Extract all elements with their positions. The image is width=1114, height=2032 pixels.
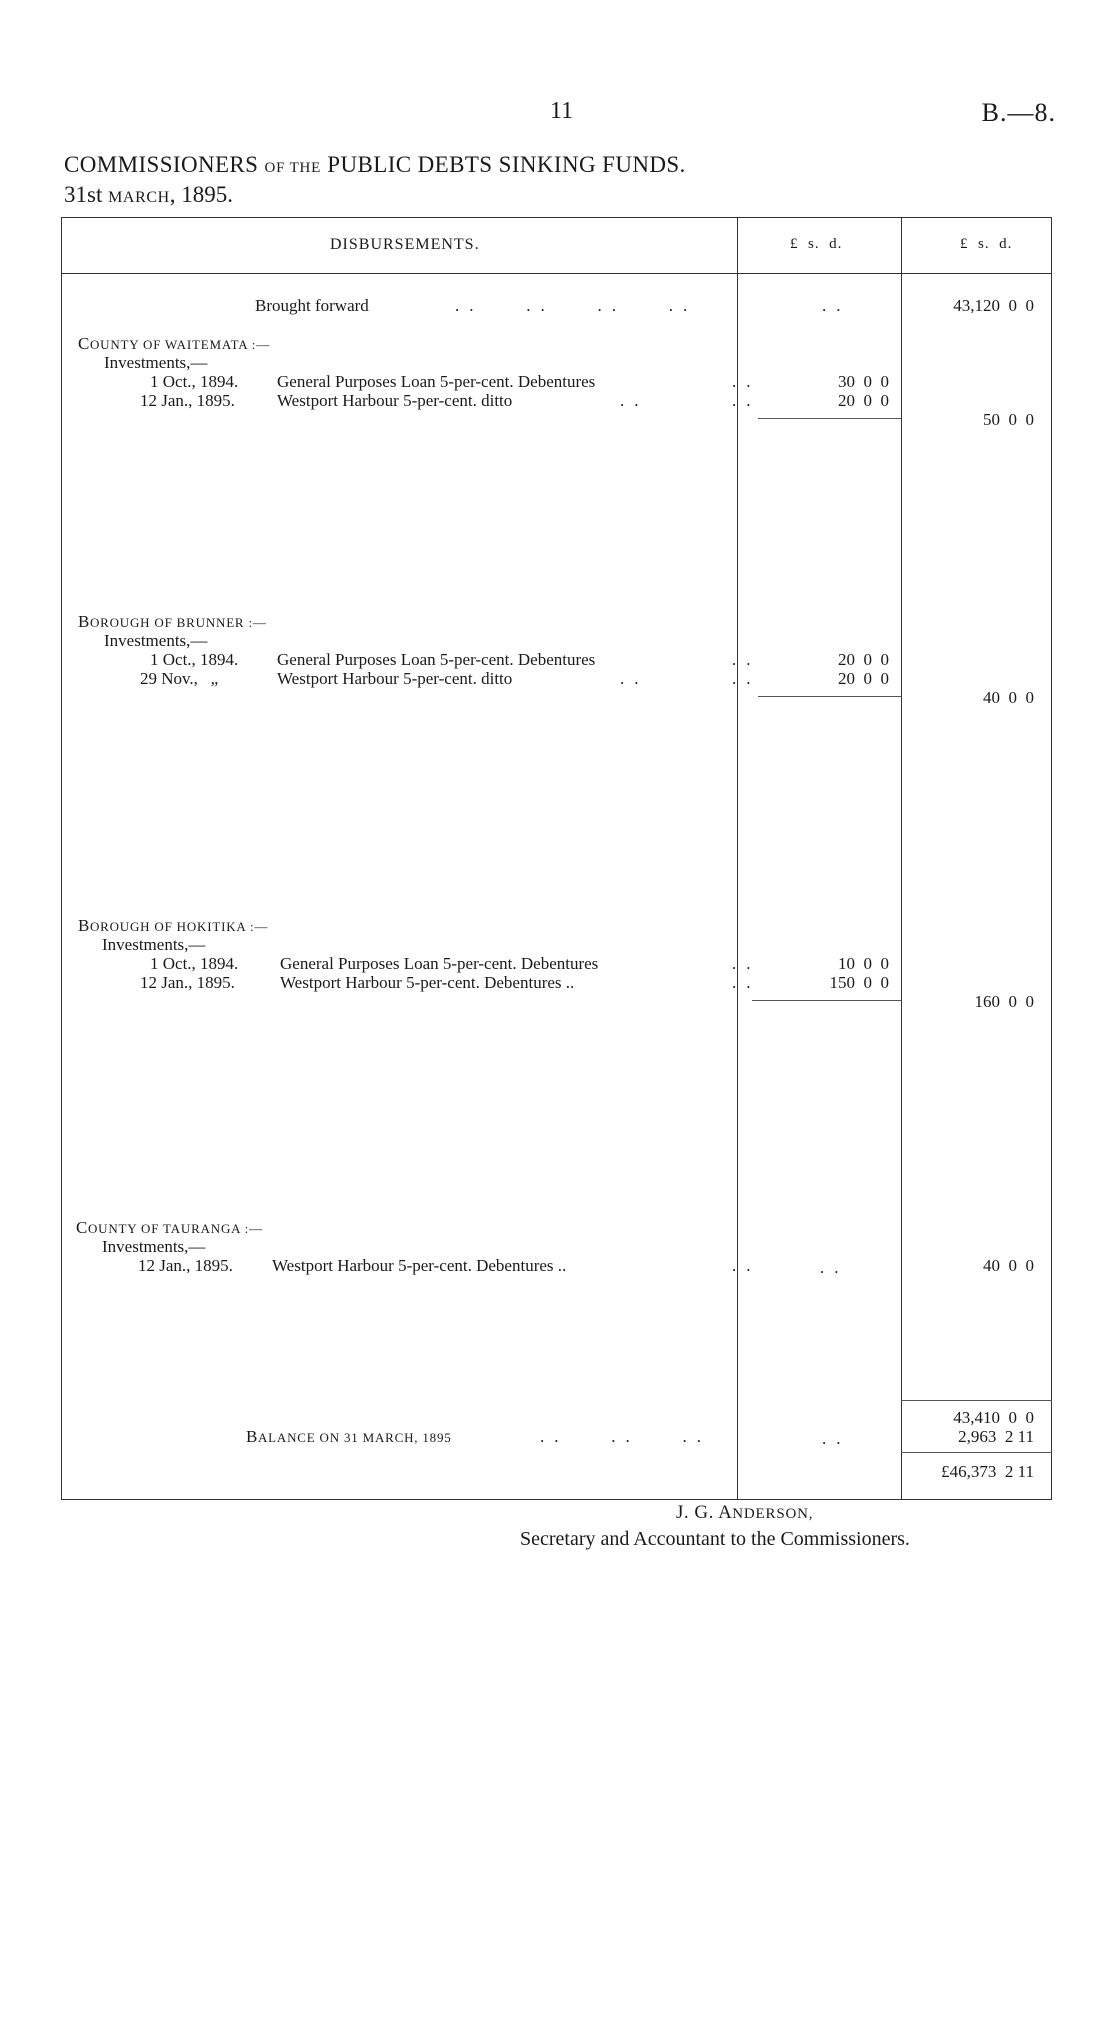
signatory-name: J. G. ANDERSON, [676, 1502, 814, 1523]
section-total: 40 0 0 [983, 688, 1034, 707]
subtotal-rule [758, 696, 901, 697]
entry-description: General Purposes Loan 5-per-cent. Debentures [277, 650, 596, 669]
brought-forward-col1: .. [822, 296, 851, 315]
entry-date: 12 Jan., 1895. [140, 391, 235, 410]
grand-total-rule [901, 1452, 1052, 1453]
entry-amount: 20 0 0 [838, 391, 889, 410]
currency-heading-2: £ s. d. [960, 236, 1013, 252]
section-heading: COUNTY OF WAITEMATA :— [78, 334, 271, 353]
subtotal-rule [752, 1000, 901, 1001]
title-part-2: OF THE [264, 160, 322, 176]
title-part-3: PUBLIC DEBTS SINKING FUNDS. [327, 152, 686, 177]
leader-dots: .. [620, 391, 649, 410]
balance-label: BALANCE ON 31 MARCH, 1895 [246, 1427, 452, 1446]
entry-description: Westport Harbour 5-per-cent. Debentures .. [272, 1256, 567, 1275]
entry-description: Westport Harbour 5-per-cent. Debentures .. [280, 973, 575, 992]
entry-description: Westport Harbour 5-per-cent. ditto [277, 391, 513, 410]
leader-dots: .. [620, 669, 649, 688]
document-date [64, 182, 233, 208]
page-number: 11 [550, 98, 574, 124]
balance-col1: .. [822, 1429, 851, 1448]
section-subheading: Investments,— [102, 1237, 206, 1256]
section-total: 50 0 0 [983, 410, 1034, 429]
entry-amount: 20 0 0 [838, 650, 889, 669]
leader-dots: .. [732, 669, 761, 688]
section-subheading: Investments,— [102, 935, 206, 954]
entry-amount: 20 0 0 [838, 669, 889, 688]
date-day: 31st [64, 182, 103, 207]
entry-amount: 150 0 0 [829, 973, 889, 992]
leader-dots: .. [732, 1256, 761, 1275]
entry-description: General Purposes Loan 5-per-cent. Debentures [277, 372, 596, 391]
grand-total: £46,373 2 11 [941, 1462, 1034, 1481]
leader-dots: .. [732, 954, 761, 973]
column-heading: DISBURSEMENTS. [330, 236, 480, 253]
entry-date: 1 Oct., 1894. [150, 372, 239, 391]
date-month: MARCH [108, 189, 170, 206]
entry-date: 12 Jan., 1895. [138, 1256, 233, 1275]
leader-dots: .. .. .. .. [455, 296, 698, 315]
currency-heading-1: £ s. d. [790, 236, 843, 252]
entry-description: General Purposes Loan 5-per-cent. Debentures [280, 954, 599, 973]
subtotal-rule [758, 418, 901, 419]
section-total: 40 0 0 [983, 1256, 1034, 1275]
entry-date: 29 Nov., „ [140, 669, 219, 688]
entry-date: 12 Jan., 1895. [140, 973, 235, 992]
leader-dots: .. .. .. [540, 1427, 711, 1446]
column-divider-2 [901, 217, 902, 1500]
date-year: , 1895. [169, 182, 234, 207]
entry-date: 1 Oct., 1894. [150, 650, 239, 669]
entry-date: 1 Oct., 1894. [150, 954, 239, 973]
leader-dots: .. [732, 973, 761, 992]
entry-amount: .. [820, 1258, 849, 1277]
title-part-1: COMMISSIONERS [64, 152, 259, 177]
section-subheading: Investments,— [104, 353, 208, 372]
header-rule [61, 273, 1052, 274]
section-heading: COUNTY OF TAURANGA :— [76, 1218, 263, 1237]
subtotal-rule [901, 1400, 1052, 1401]
brought-forward-total: 43,120 0 0 [953, 296, 1034, 315]
section-total: 160 0 0 [974, 992, 1034, 1011]
entry-amount: 10 0 0 [838, 954, 889, 973]
leader-dots: .. [732, 391, 761, 410]
leader-dots: .. [732, 372, 761, 391]
section-subheading: Investments,— [104, 631, 208, 650]
document-title [64, 152, 686, 178]
signatory-role: Secretary and Accountant to the Commissioners. [520, 1528, 910, 1550]
leader-dots: .. [732, 650, 761, 669]
entry-amount: 30 0 0 [838, 372, 889, 391]
section-heading: BOROUGH OF HOKITIKA :— [78, 916, 269, 935]
entry-description: Westport Harbour 5-per-cent. ditto [277, 669, 513, 688]
document-reference: B.—8. [981, 98, 1056, 127]
section-heading: BOROUGH OF BRUNNER :— [78, 612, 267, 631]
subtotal: 43,410 0 0 [953, 1408, 1034, 1427]
balance-amount: 2,963 2 11 [958, 1427, 1034, 1446]
brought-forward-label: Brought forward [255, 296, 369, 315]
